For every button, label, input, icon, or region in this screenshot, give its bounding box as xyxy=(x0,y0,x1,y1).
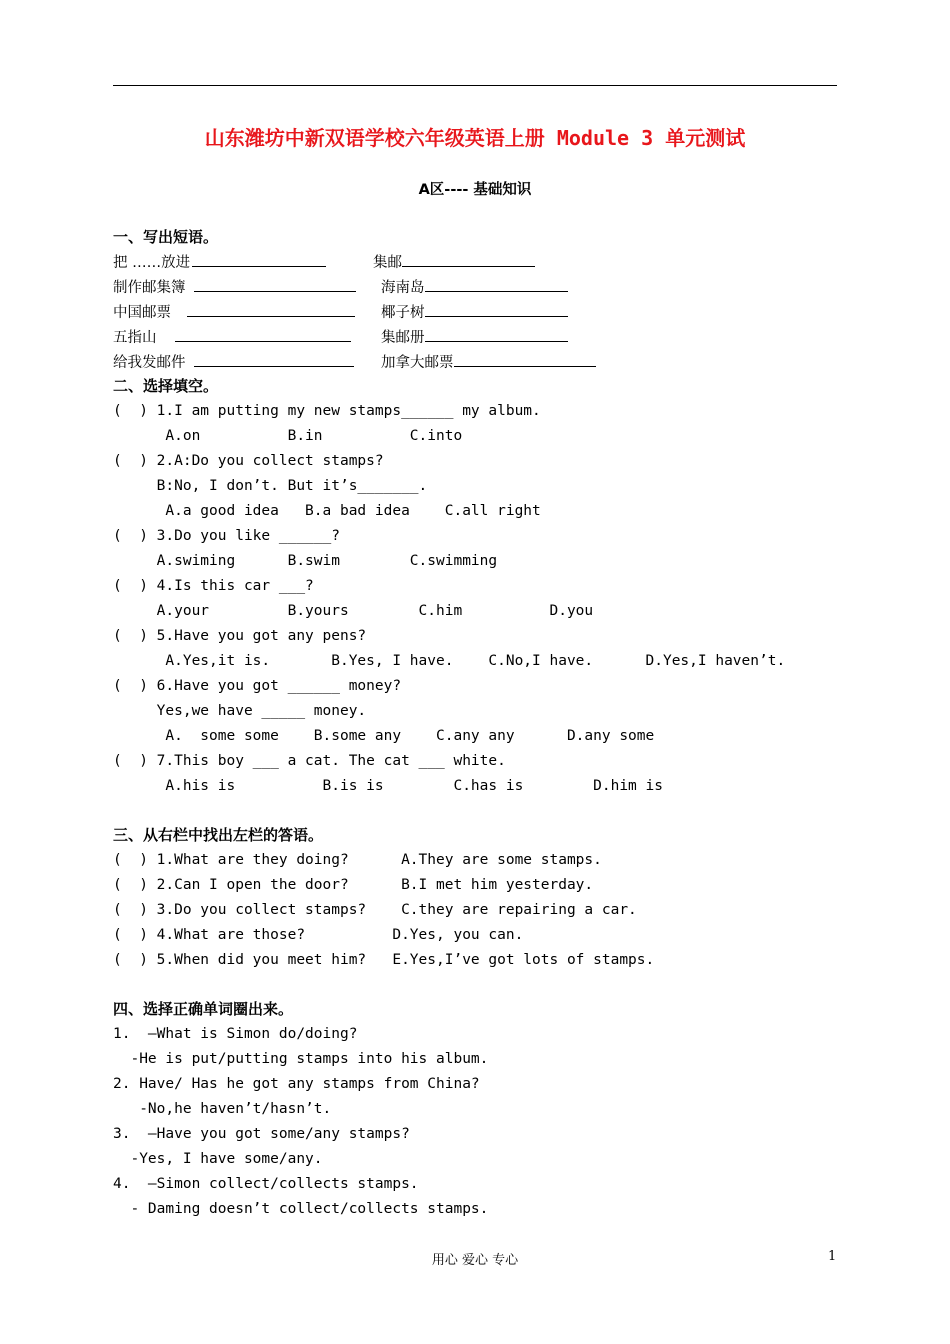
matching-line: ( ) 1.What are they doing? A.They are some stamps. xyxy=(113,852,602,868)
question-line: ( ) 6.Have you got ______ money? xyxy=(113,678,402,694)
options-line: A. some some B.some any C.any any D.any some xyxy=(113,728,655,744)
options-line: A.his is B.is is C.has is D.him is xyxy=(113,778,663,794)
options-line: A.on B.in C.into xyxy=(113,428,463,444)
matching-line: ( ) 2.Can I open the door? B.I met him yesterday. xyxy=(113,877,594,893)
circle-line: -No,he haven’t/hasn’t. xyxy=(113,1101,332,1117)
options-line: A.a good idea B.a bad idea C.all right xyxy=(113,503,541,519)
section2-heading: 二、选择填空。 xyxy=(113,377,219,395)
page-footer: 用心 爱心 专心 xyxy=(431,1253,519,1268)
phrase-left-1: 把 ……放进 xyxy=(113,252,326,272)
phrase-left-2: 制作邮集簿 xyxy=(113,277,356,297)
circle-line: -Yes, I have some/any. xyxy=(113,1151,323,1167)
phrase-left-3: 中国邮票 xyxy=(113,302,355,322)
circle-line: - Daming doesn’t collect/collects stamps. xyxy=(113,1201,489,1217)
circle-line: 4. –Simon collect/collects stamps. xyxy=(113,1176,419,1192)
header-rule xyxy=(113,85,837,86)
question-line: Yes,we have _____ money. xyxy=(113,703,367,719)
circle-line: -He is put/putting stamps into his album. xyxy=(113,1051,489,1067)
phrase-right-2: 海南岛 xyxy=(381,277,568,297)
circle-line: 1. –What is Simon do/doing? xyxy=(113,1026,358,1042)
question-line: ( ) 3.Do you like ______? xyxy=(113,528,340,544)
section-subtitle: A区---- 基础知识 xyxy=(418,182,532,198)
circle-line: 2. Have/ Has he got any stamps from China? xyxy=(113,1076,480,1092)
phrase-right-4: 集邮册 xyxy=(381,327,568,347)
page-title: 山东潍坊中新双语学校六年级英语上册 Module 3 单元测试 xyxy=(204,126,746,150)
options-line: A.your B.yours C.him D.you xyxy=(113,603,594,619)
options-line: A.Yes,it is. B.Yes, I have. C.No,I have. D.Yes,I haven’t. xyxy=(113,653,786,669)
matching-line: ( ) 3.Do you collect stamps? C.they are repairing a car. xyxy=(113,902,637,918)
section1-heading: 一、写出短语。 xyxy=(113,228,219,246)
phrase-left-4: 五指山 xyxy=(113,327,351,347)
section4-heading: 四、选择正确单词圈出来。 xyxy=(113,1000,294,1018)
question-line: ( ) 7.This boy ___ a cat. The cat ___ white. xyxy=(113,753,506,769)
phrase-right-3: 椰子树 xyxy=(381,302,568,322)
circle-line: 3. –Have you got some/any stamps? xyxy=(113,1126,410,1142)
options-line: A.swiming B.swim C.swimming xyxy=(113,553,498,569)
phrase-right-1: 集邮 xyxy=(373,252,535,272)
matching-line: ( ) 5.When did you meet him? E.Yes,I’ve got lots of stamps. xyxy=(113,952,655,968)
question-line: ( ) 5.Have you got any pens? xyxy=(113,628,367,644)
phrase-left-5: 给我发邮件 xyxy=(113,352,354,372)
question-line: B:No, I don’t. But it’s_______. xyxy=(113,478,428,494)
page-number: 1 xyxy=(828,1249,837,1264)
question-line: ( ) 2.A:Do you collect stamps? xyxy=(113,453,384,469)
phrase-right-5: 加拿大邮票 xyxy=(381,352,596,372)
question-line: ( ) 1.I am putting my new stamps______ my album. xyxy=(113,403,541,419)
question-line: ( ) 4.Is this car ___? xyxy=(113,578,314,594)
section3-heading: 三、从右栏中找出左栏的答语。 xyxy=(113,826,324,844)
matching-line: ( ) 4.What are those? D.Yes, you can. xyxy=(113,927,524,943)
